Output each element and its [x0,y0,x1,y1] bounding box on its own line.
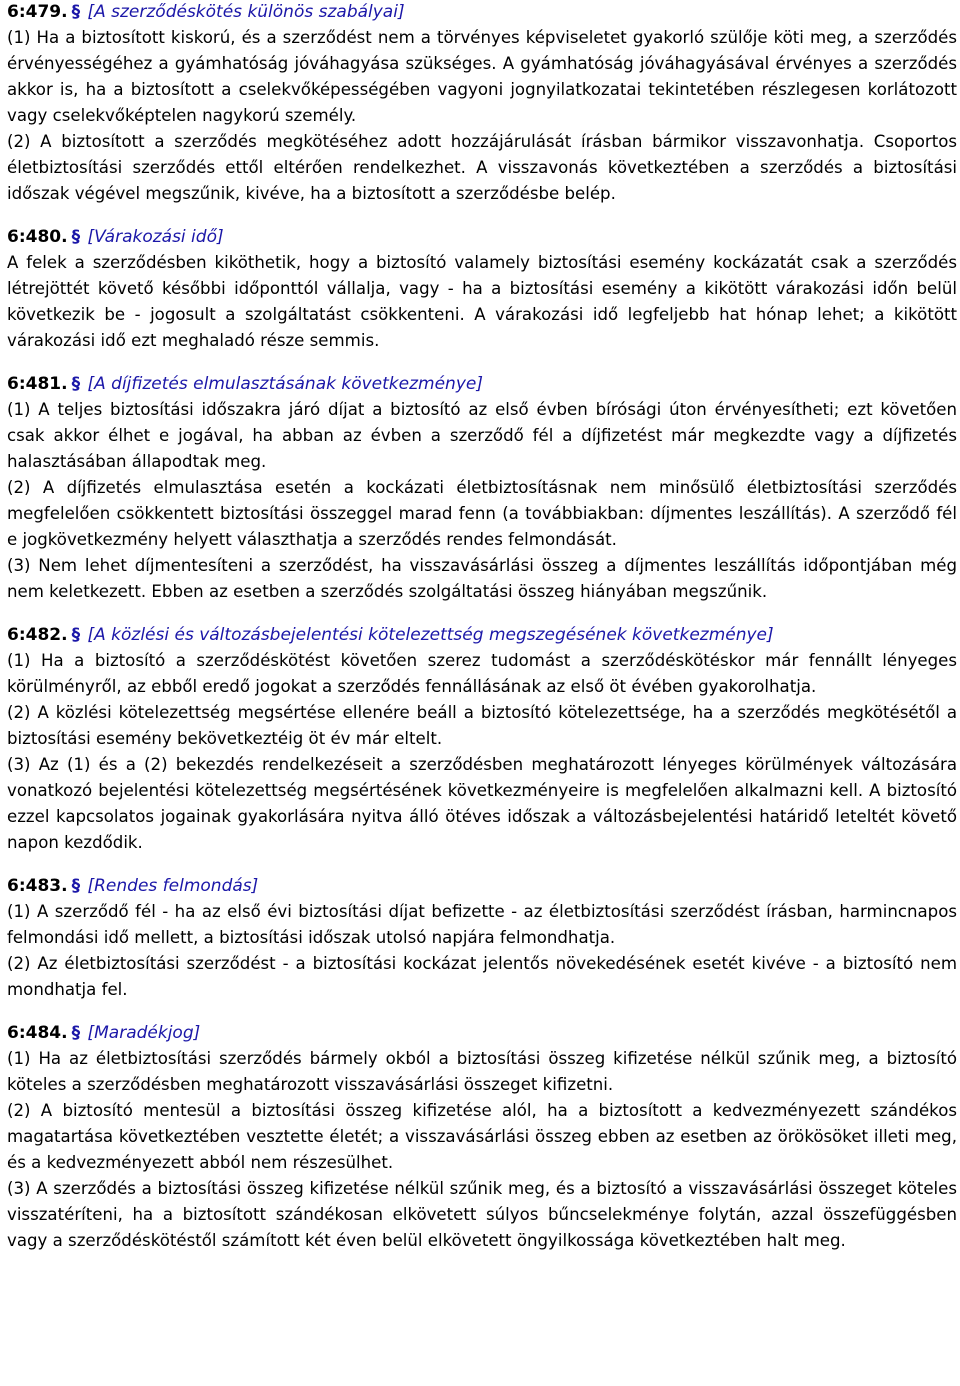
section-6-480 [7,225,957,354]
section-number: 6:479. [7,2,68,22]
paragraph: (1) Ha az életbiztosítási szerződés bármely okból a biztosítási összeg kifizetése nélkül szűnik meg, a biztosító köteles a szerződésben meghatározott visszavásárlási összeget kifizetni. [7,1049,957,1094]
section-mark: § [71,625,81,645]
paragraph: A felek a szerződésben kiköthetik, hogy a biztosító valamely biztosítási esemény kockázatát csak a szerződés létrejöttét követő későbbi időponttól vállalja, vagy - ha a biztosítási esemény a kikötött várakozási időn belül következik be - jogosult a szolgáltatást csökkenteni. A várakozási idő legfeljebb hat hónap lehet; a kikötött várakozási idő ezt meghaladó része semmis. [7,253,957,350]
section-title: [Várakozási idő] [87,227,224,247]
section-heading [7,1021,957,1046]
section-title: [A díjfizetés elmulasztásának következménye] [87,374,483,394]
section-title: [Rendes felmondás] [87,876,259,896]
paragraph: (3) Az (1) és a (2) bekezdés rendelkezéseit a szerződésben meghatározott lényeges körülmények változására vonatkozó bejelentési kötelezettség megsértésének következményeire is megfelelően alkalmazni kell. A biztosító ezzel kapcsolatos jogainak gyakorlására nyitva álló ötéves időszak a változásbejelentési határidő leteltét követő napon kezdődik. [7,755,957,852]
section-heading [7,225,957,250]
section-title: [A közlési és változásbejelentési kötelezettség megszegésének következménye] [87,625,774,645]
section-title: [A szerződéskötés különös szabályai] [87,2,405,22]
paragraph: (2) A díjfizetés elmulasztása esetén a kockázati életbiztosításnak nem minősülő életbiztosítási szerződés megfelelően csökkentett biztosítási összeggel marad fenn (a továbbiakban: díjmentes leszállítás). A szerződő fél e jogkövetkezmény helyett választhatja a szerződés rendes felmondását. [7,478,957,549]
paragraph: (1) Ha a biztosító a szerződéskötést követően szerez tudomást a szerződéskötéskor már fennállt lényeges körülményről, az ebből eredő jogokat a szerződés fennállásának az első öt évében gyakorolhatja. [7,651,957,696]
section-number: 6:481. [7,374,68,394]
section-title: [Maradékjog] [87,1023,201,1043]
section-mark: § [71,374,81,394]
section-mark: § [71,1023,81,1043]
section-number: 6:484. [7,1023,68,1043]
section-6-484 [7,1021,957,1254]
paragraph: (2) A közlési kötelezettség megsértése ellenére beáll a biztosító kötelezettsége, ha a szerződés megkötésétől a biztosítási esemény bekövetkeztéig öt év már eltelt. [7,703,957,748]
section-6-482 [7,623,957,856]
section-heading [7,623,957,648]
section-heading [7,0,957,25]
paragraph: (3) A szerződés a biztosítási összeg kifizetése nélkül szűnik meg, és a biztosító a visszavásárlási összeget köteles visszatéríteni, ha a biztosított szándékosan elkövetett súlyos bűncselekménye folytán, azzal összefüggésben vagy a szerződéskötéstől számított két éven belül elkövetett öngyilkossága következtében halt meg. [7,1179,957,1250]
paragraph: (1) Ha a biztosított kiskorú, és a szerződést nem a törvényes képviseletet gyakorló szülője köti meg, a szerződés érvényességéhez a gyámhatóság jóváhagyása szükséges. A gyámhatóság jóváhagyásával érvényes a szerződés akkor is, ha a biztosított a cselekvőképességében vagyoni jognyilatkozatai tekintetében részlegesen korlátozott vagy cselekvőképtelen nagykorú személy. [7,28,957,125]
section-6-483 [7,874,957,1003]
paragraph: (3) Nem lehet díjmentesíteni a szerződést, ha visszavásárlási összeg a díjmentes leszállítás időpontjában még nem keletkezett. Ebben az esetben a szerződés szolgáltatási összeg hiányában megszűnik. [7,556,957,601]
section-number: 6:480. [7,227,68,247]
section-number: 6:483. [7,876,68,896]
section-6-481 [7,372,957,605]
section-mark: § [71,227,81,247]
paragraph: (1) A teljes biztosítási időszakra járó díjat a biztosító az első évben bírósági úton érvényesítheti; ezt követően csak akkor élhet e jogával, ha abban az évben a szerződő fél a díjfizetést már megkezdte vagy a díjfizetés halasztásában állapodtak meg. [7,400,957,471]
paragraph: (2) A biztosító mentesül a biztosítási összeg kifizetése alól, ha a biztosított a kedvezményezett szándékos magatartása következtében vesztette életét; a visszavásárlási összeg ebben az esetben az örökösöket illeti meg, és a kedvezményezett abból nem részesülhet. [7,1101,957,1172]
section-mark: § [71,876,81,896]
section-heading [7,372,957,397]
section-heading [7,874,957,899]
paragraph: (1) A szerződő fél - ha az első évi biztosítási díjat befizette - az életbiztosítási szerződést írásban, harmincnapos felmondási idő mellett, a biztosítási időszak utolsó napjára felmondhatja. [7,902,957,947]
section-6-479 [7,0,957,207]
section-mark: § [71,2,81,22]
paragraph: (2) A biztosított a szerződés megkötéséhez adott hozzájárulását írásban bármikor visszavonhatja. Csoportos életbiztosítási szerződés ettől eltérően rendelkezhet. A visszavonás következtében a szerződés a biztosítási időszak végével megszűnik, kivéve, ha a biztosított a szerződésbe belép. [7,132,957,203]
section-number: 6:482. [7,625,68,645]
paragraph: (2) Az életbiztosítási szerződést - a biztosítási kockázat jelentős növekedésének esetét kivéve - a biztosító nem mondhatja fel. [7,954,957,999]
